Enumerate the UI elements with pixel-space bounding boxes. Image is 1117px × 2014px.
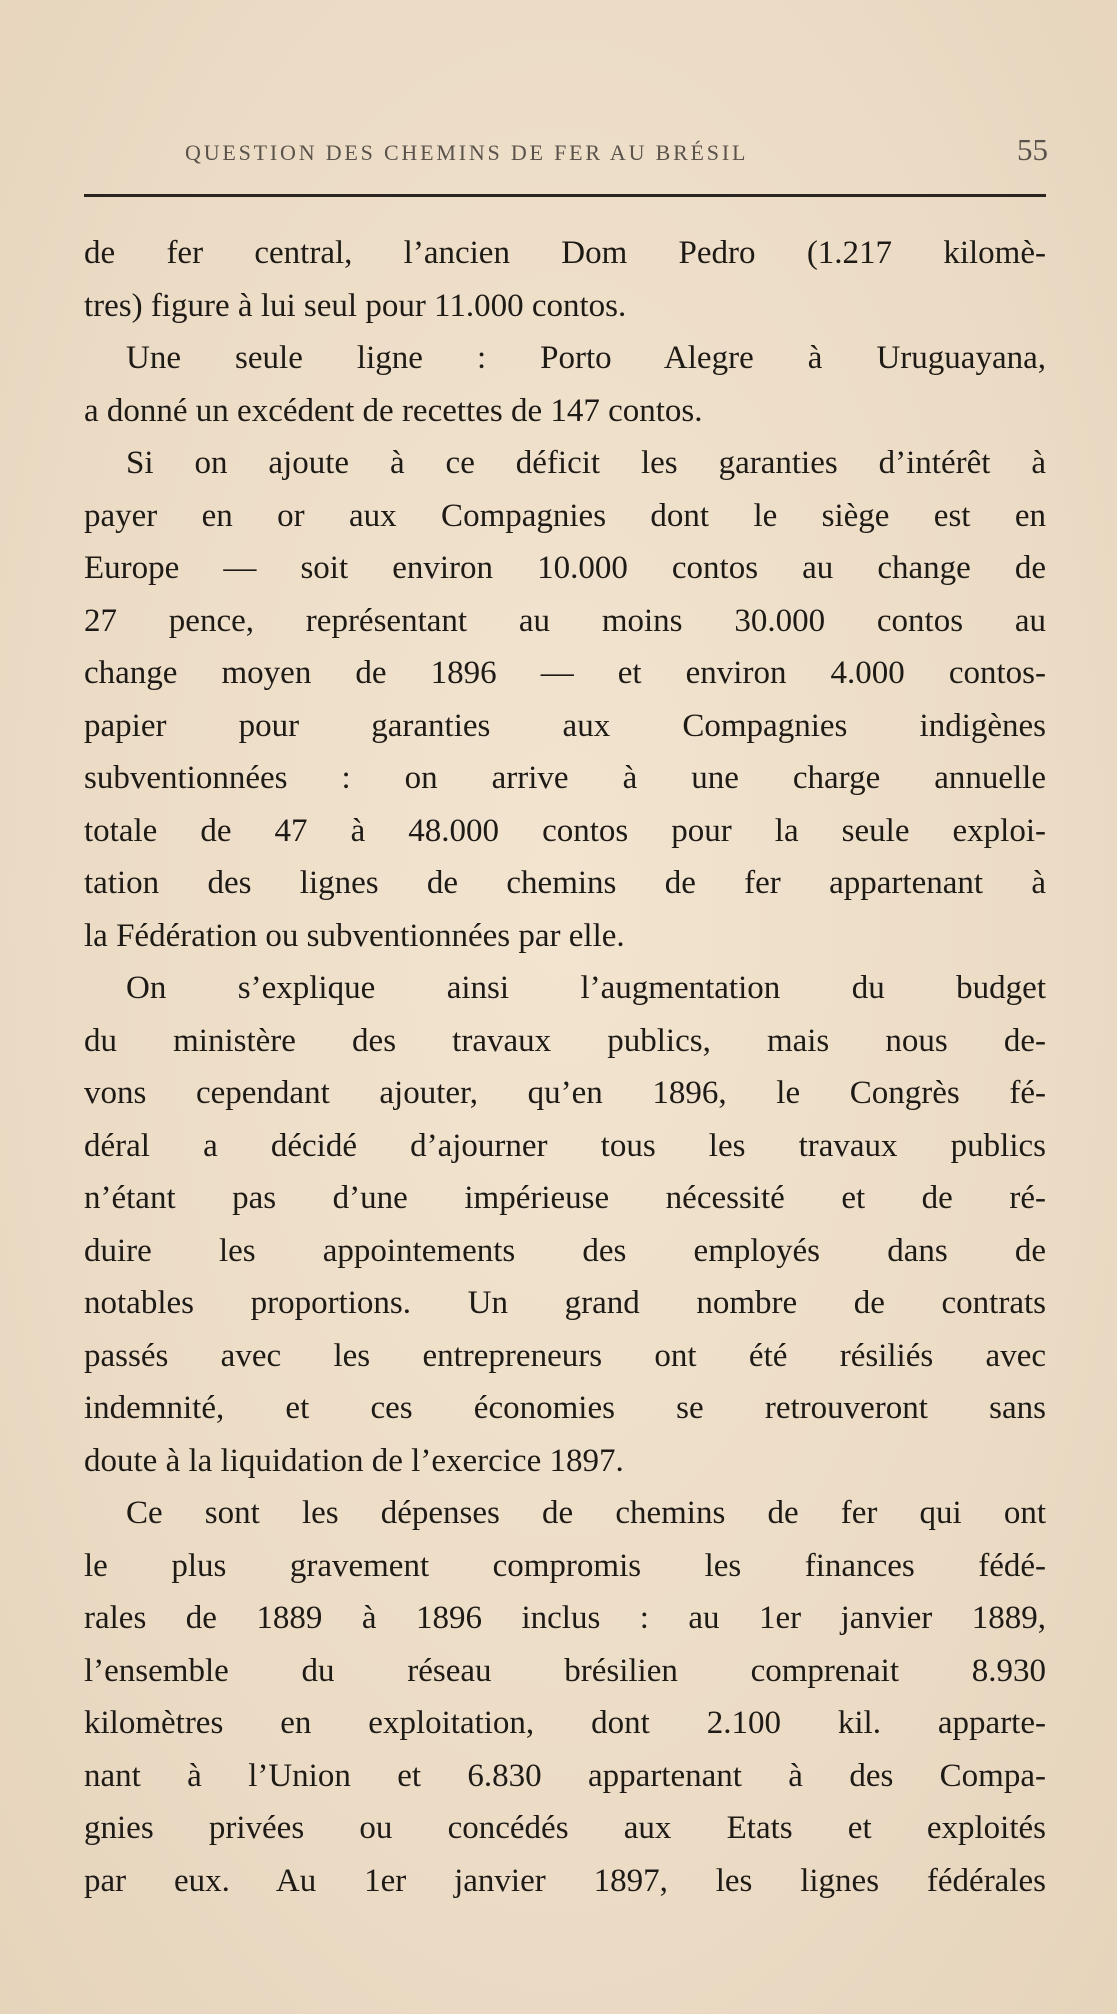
page-number: 55: [1017, 132, 1048, 167]
text-line: nant à l’Union et 6.830 appartenant à des Compa-: [84, 1757, 1046, 1794]
text-line: déral a décidé d’ajourner tous les travaux publics: [84, 1127, 1046, 1164]
text-line: payer en or aux Compagnies dont le siège est en: [84, 497, 1046, 534]
text-line: par eux. Au 1er janvier 1897, les lignes fédérales: [84, 1862, 1046, 1899]
running-head: QUESTION DES CHEMINS DE FER AU BRÉSIL: [185, 140, 749, 165]
text-line: Si on ajoute à ce déficit les garanties d’intérêt à: [126, 445, 1046, 481]
text-line: tres) figure à lui seul pour 11.000 contos.: [84, 287, 627, 324]
text-line: doute à la liquidation de l’exercice 1897.: [84, 1442, 624, 1479]
text-line: 27 pence, représentant au moins 30.000 contos au: [84, 602, 1046, 639]
text-line: change moyen de 1896 — et environ 4.000 contos-: [84, 655, 1046, 691]
text-line: de fer central, l’ancien Dom Pedro (1.217 kilomè-: [84, 235, 1046, 271]
text-line: passés avec les entrepreneurs ont été résiliés avec: [84, 1337, 1046, 1374]
text-line: kilomètres en exploitation, dont 2.100 kil. apparte-: [84, 1705, 1046, 1741]
body-text: [84, 227, 1046, 1907]
text-line: du ministère des travaux publics, mais nous de-: [84, 1022, 1046, 1059]
text-line: tation des lignes de chemins de fer appartenant à: [84, 865, 1046, 901]
text-line: vons cependant ajouter, qu’en 1896, le Congrès fé-: [84, 1075, 1046, 1111]
text-line: indemnité, et ces économies se retrouveront sans: [84, 1390, 1046, 1426]
text-line: subventionnées : on arrive à une charge annuelle: [84, 760, 1046, 796]
text-line: Europe — soit environ 10.000 contos au change de: [84, 550, 1046, 586]
text-line: notables proportions. Un grand nombre de contrats: [84, 1285, 1046, 1321]
text-line: duire les appointements des employés dans de: [84, 1232, 1046, 1269]
text-line: a donné un excédent de recettes de 147 contos.: [84, 392, 703, 429]
text-line: papier pour garanties aux Compagnies indigènes: [84, 707, 1046, 744]
text-line: la Fédération ou subventionnées par elle.: [84, 917, 625, 954]
text-line: Ce sont les dépenses de chemins de fer qui ont: [126, 1495, 1046, 1531]
text-line: n’étant pas d’une impérieuse nécessité et de ré-: [84, 1180, 1046, 1216]
text-line: On s’explique ainsi l’augmentation du budget: [126, 970, 1046, 1006]
text-line: l’ensemble du réseau brésilien comprenait 8.930: [84, 1652, 1046, 1689]
header-rule: [84, 194, 1046, 197]
text-line: gnies privées ou concédés aux Etats et exploités: [84, 1810, 1046, 1846]
text-line: Une seule ligne : Porto Alegre à Uruguayana,: [126, 340, 1046, 376]
text-line: rales de 1889 à 1896 inclus : au 1er janvier 1889,: [84, 1600, 1046, 1636]
text-line: le plus gravement compromis les finances fédé-: [84, 1547, 1046, 1584]
text-line: totale de 47 à 48.000 contos pour la seule exploi-: [84, 812, 1046, 849]
